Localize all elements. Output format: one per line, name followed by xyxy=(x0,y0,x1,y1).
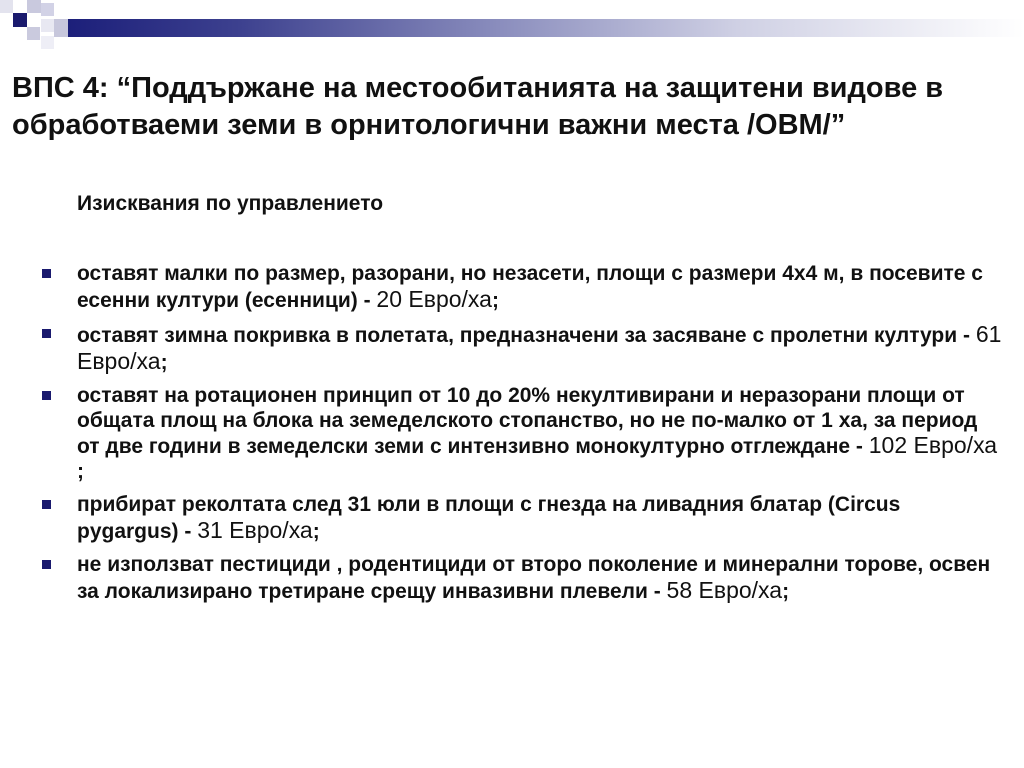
bullet-price: 61 Евро/ха xyxy=(77,321,1002,374)
bullet-text: оставят малки по размер, разорани, но незасети, площи с размери 4х4 м, в посевите с есенни култури (есенници) - xyxy=(77,262,983,312)
square-bullet-icon xyxy=(42,391,51,400)
section-subtitle: Изисквания по управлението xyxy=(77,192,384,215)
bullet-end: ; xyxy=(782,579,790,603)
bullet-end: ; xyxy=(160,350,168,374)
bullet-end: ; xyxy=(312,519,320,543)
requirements-list xyxy=(0,262,1024,613)
slide-title: ВПС 4: “Поддържане на местообитанията на защитени видове в обработваеми земи в орнитологични важни места /ОВМ/” xyxy=(12,72,944,141)
bullet-text: не използват пестициди , родентициди от второ поколение и минерални торове, освен за локализирано третиране срещу инвазивни плевели - xyxy=(77,553,991,603)
bullet-end: ; xyxy=(77,459,84,483)
square-bullet-icon xyxy=(42,269,51,278)
bullet-text: оставят на ротационен принцип от 10 до 20% некултивирани и неразорани площи от общата площ на блока на земеделското стопанство, но не по-малко от 1 ха, за период от две години в земеделски земи с интензивно монокултурно отглеждане - xyxy=(77,384,978,458)
square-bullet-icon xyxy=(42,560,51,569)
bullet-price: 31 Евро/ха xyxy=(197,516,313,543)
bullet-price: 102 Евро/ха xyxy=(868,432,998,458)
bullet-end: ; xyxy=(491,288,499,312)
square-bullet-icon xyxy=(42,329,51,338)
bullet-price: 58 Евро/ха xyxy=(666,576,783,603)
list-item xyxy=(0,553,1024,604)
list-item xyxy=(0,322,1024,375)
bullet-text: прибират реколтата след 31 юли в площи с гнезда на ливадния блатар (Circus pygargus) - xyxy=(77,493,901,543)
list-item xyxy=(0,493,1024,544)
list-item xyxy=(0,384,1024,484)
square-bullet-icon xyxy=(42,500,51,509)
header-gradient-bar xyxy=(68,19,1024,37)
bullet-price: 20 Евро/ха xyxy=(376,285,492,312)
list-item xyxy=(0,262,1024,313)
bullet-text: оставят зимна покривка в полетата, предназначени за засяване с пролетни култури - xyxy=(77,324,976,347)
